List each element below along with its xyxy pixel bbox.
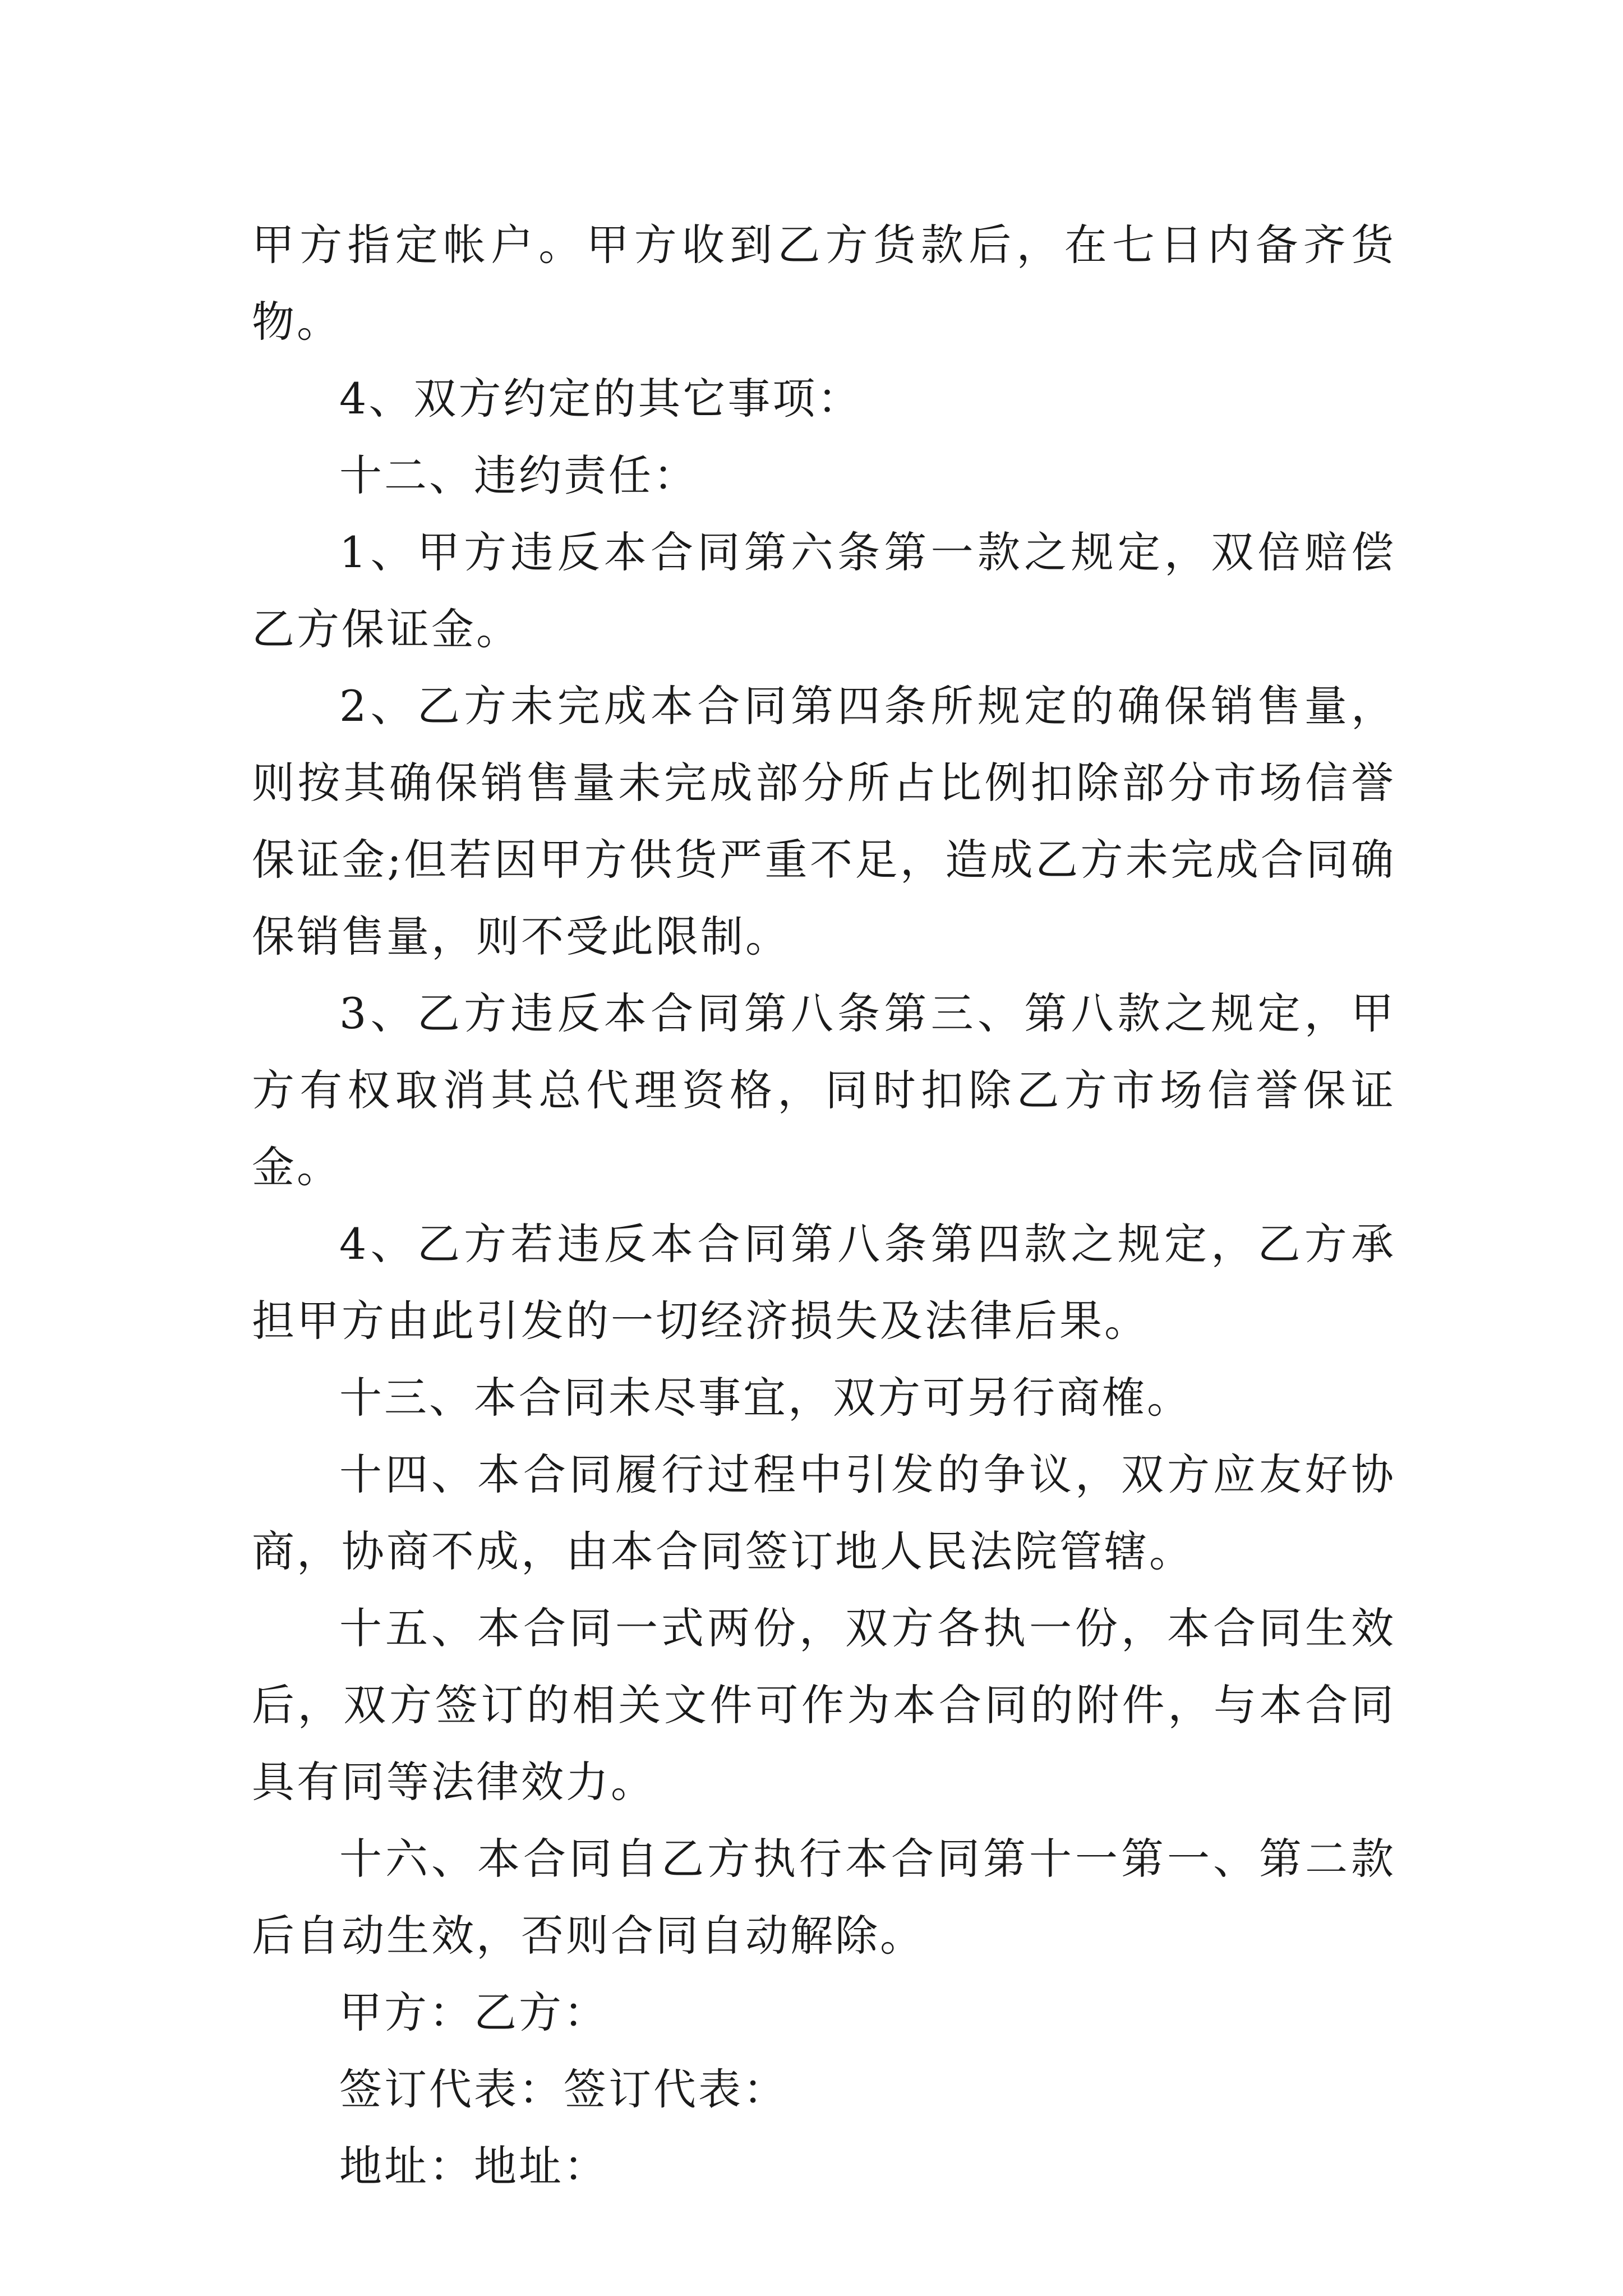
paragraph-other-matters: 4、双方约定的其它事项：	[339, 374, 863, 424]
signature-representatives: 签订代表：签订代表：	[339, 2064, 788, 2114]
paragraph-payment-account: 甲方指定帐户。甲方收到乙方货款后，在七日内备齐货物。	[252, 220, 1396, 347]
paragraph-liability-4: 4、乙方若违反本合同第八条第四款之规定，乙方承担甲方由此引发的一切经济损失及法律后果。	[252, 1219, 1396, 1346]
paragraph-liability-2: 2、乙方未完成本合同第四条所规定的确保销售量，则按其确保销售量未完成部分所占比例扣除部分市场信誉保证金;但若因甲方供货严重不足，造成乙方未完成合同确保销售量，则不受此限制。	[252, 681, 1396, 961]
section-heading-liability: 十二、违约责任：	[339, 450, 698, 500]
paragraph-liability-3: 3、乙方违反本合同第八条第三、第八款之规定，甲方有权取消其总代理资格，同时扣除乙方市场信誉保证金。	[252, 988, 1396, 1192]
signature-parties: 甲方：乙方：	[339, 1987, 608, 2037]
contract-body	[252, 206, 1396, 2205]
paragraph-clause-15: 十五、本合同一式两份，双方各执一份，本合同生效后，双方签订的相关文件可作为本合同的附件，与本合同具有同等法律效力。	[252, 1603, 1396, 1807]
paragraph-clause-13: 十三、本合同未尽事宜，双方可另行商榷。	[339, 1373, 1192, 1423]
signature-addresses: 地址：地址：	[339, 2141, 608, 2191]
paragraph-clause-14: 十四、本合同履行过程中引发的争议，双方应友好协商，协商不成，由本合同签订地人民法院管辖。	[252, 1450, 1396, 1576]
paragraph-clause-16: 十六、本合同自乙方执行本合同第十一第一、第二款后自动生效，否则合同自动解除。	[252, 1834, 1396, 1961]
paragraph-liability-1: 1、甲方违反本合同第六条第一款之规定，双倍赔偿乙方保证金。	[252, 527, 1396, 654]
